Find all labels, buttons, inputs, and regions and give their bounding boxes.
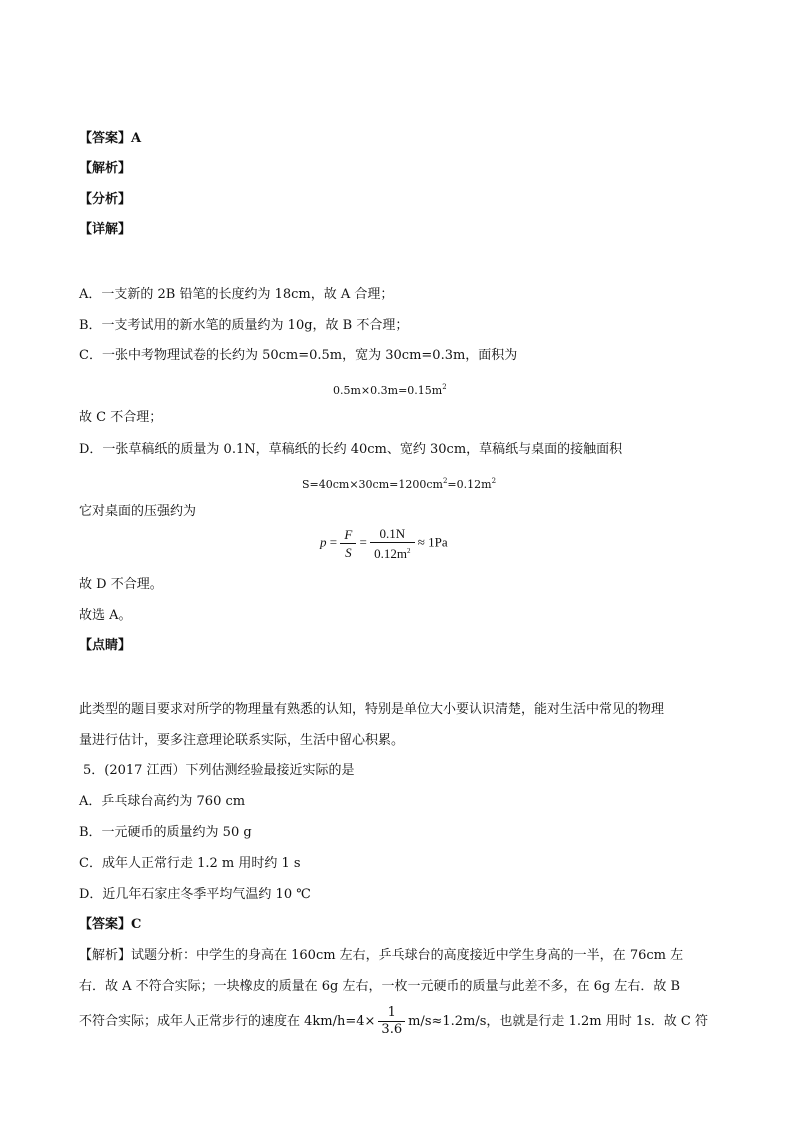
q5-analysis-line-2: 右．故 A 不符合实际；一块橡皮的质量在 6g 左右，一枚一元硬币的质量与此差不多，在 6g 左右．故 B <box>79 979 681 994</box>
question-5-title: 5．(2017 江西）下列估测经验最接近实际的是 <box>83 763 355 778</box>
formula-pressure-num: 0.1N <box>370 526 414 543</box>
option-d-text: D．一张草稿纸的质量为 0.1N，草稿纸的长约 40cm、宽约 30cm，草稿纸与桌面的接触面积 <box>79 442 623 457</box>
comment-line-1: 此类型的题目要求对所学的物理量有熟悉的认知，特别是单位大小要认识清楚，能对生活中常见的物理 <box>79 702 665 717</box>
formula-area-sup: 2 <box>442 383 447 391</box>
fenxi-label: 【分析】 <box>79 192 132 207</box>
q5-answer-label: 【答案】C <box>79 917 142 932</box>
formula-pressure-fraction-fs <box>340 527 356 560</box>
formula-contact-sup2: 2 <box>491 477 497 485</box>
formula-pressure-fraction-values <box>370 526 414 561</box>
formula-pressure-result: ≈ 1Pa <box>417 534 448 550</box>
choose-text: 故选 A。 <box>79 608 132 623</box>
formula-contact-part2: =0.12m <box>447 478 492 491</box>
formula-pressure-lhs: p <box>320 534 327 550</box>
formula-pressure-den: 0.12m <box>374 546 408 561</box>
dianjing-label: 【点睛】 <box>79 638 132 653</box>
q5-analysis-3-pre: 不符合实际；成年人正常步行的速度在 4km/h=4× <box>79 1014 376 1029</box>
q5-option-d: D．近几年石家庄冬季平均气温约 10 ℃ <box>79 887 311 902</box>
option-c-text: C．一张中考物理试卷的长约为 50cm=0.5m，宽为 30cm=0.3m，面积为 <box>79 348 518 363</box>
option-b-text: B．一支考试用的新水笔的质量约为 10g，故 B 不合理； <box>79 318 409 333</box>
formula-pressure-S: S <box>345 545 352 560</box>
q5-analysis-3-post: m/s≈1.2m/s，也就是行走 1.2m 用时 1s．故 C 符 <box>408 1014 708 1029</box>
q5-analysis-line-1: 【解析】试题分析：中学生的身高在 160cm 左右，乒乓球台的高度接近中学生身高的一半，在 76cm 左 <box>79 948 684 963</box>
option-a-text: A．一支新的 2B 铅笔的长度约为 18cm，故 A 合理； <box>79 287 394 302</box>
q5-option-c: C．成年人正常行走 1.2 m 用时约 1 s <box>79 856 301 871</box>
option-d-end: 故 D 不合理。 <box>79 577 163 592</box>
formula-contact-sup1: 2 <box>442 477 448 485</box>
formula-pressure: p = $\frac{F}{S}$ = $\frac{0.1N}{0.12m^2}$ ≈ 1Pa <box>320 526 448 561</box>
analysis-label: 【解析】 <box>79 161 132 176</box>
detail-label: 【详解】 <box>79 222 132 237</box>
formula-pressure-den-sup: 2 <box>407 547 411 555</box>
q5-speed-fraction <box>378 1006 405 1037</box>
comment-line-2: 量进行估计，要多注意理论联系实际，生活中留心积累。 <box>79 733 405 748</box>
formula-area <box>333 379 447 399</box>
q5-speed-num: 1 <box>378 1006 405 1022</box>
q5-option-a: A．乒乓球台高约为 760 cm <box>79 794 246 809</box>
answer-label: 【答案】A <box>79 131 142 146</box>
q5-analysis-line-3 <box>79 1006 708 1037</box>
formula-contact-part1: S=40cm×30cm=1200cm <box>302 478 443 491</box>
q5-speed-den: 3.6 <box>381 1022 403 1037</box>
pressure-intro: 它对桌面的压强约为 <box>79 504 197 519</box>
q5-option-b: B．一元硬币的质量约为 50 g <box>79 825 252 840</box>
formula-pressure-F: F <box>340 527 356 544</box>
option-c-end: 故 C 不合理； <box>79 410 163 425</box>
formula-area-text: 0.5m×0.3m=0.15m <box>333 384 443 397</box>
formula-contact-area <box>302 473 496 493</box>
